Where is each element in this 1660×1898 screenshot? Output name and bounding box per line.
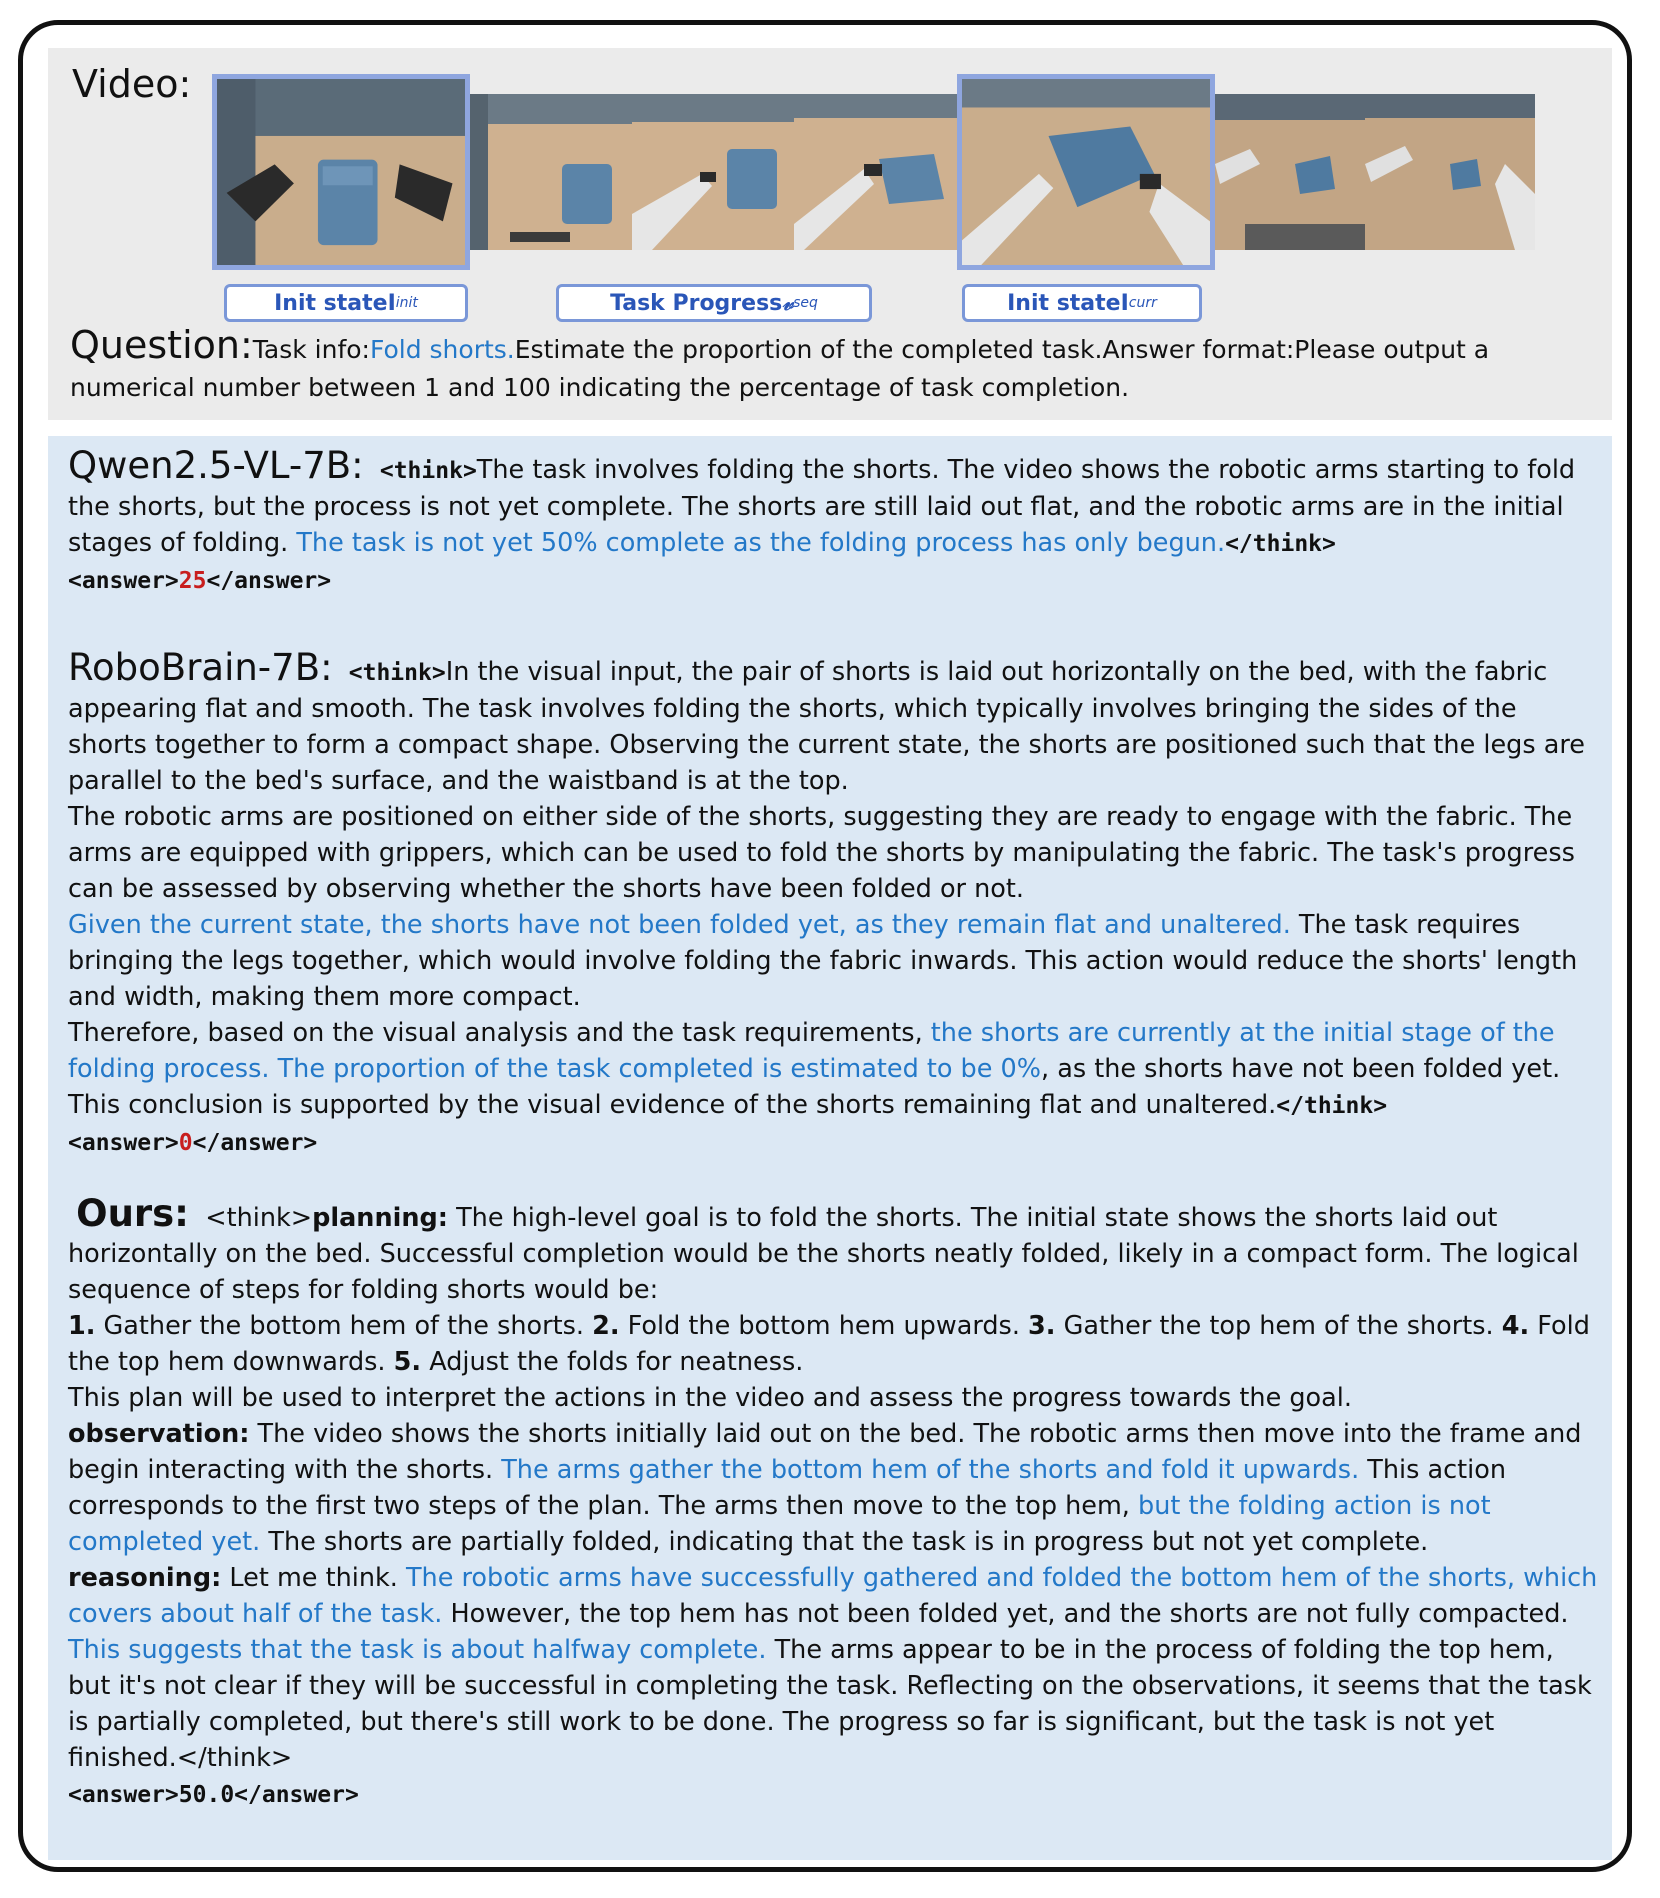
video-frame-init <box>212 74 470 270</box>
qwen-response: Qwen2.5-VL-7B: <think>The task involves folding the shorts. The video shows the robotic arms starting to fold the shorts, but the process is not yet complete. The shorts are still laid out flat, and the robotic arms are in the initial stages of folding. The task is not yet 50% complete as the folding process has only begun.</think> <answer>25</answer> <box>68 444 1576 594</box>
plan-steps: 1. Gather the bottom hem of the shorts. 2. Fold the bottom hem upwards. 3. Gather the top hem of the shorts. 4. Fold the top hem downwards. 5. Adjust the folds for neatness. <box>68 1311 1590 1377</box>
ours-answer: 50.0 <box>178 1782 235 1808</box>
question-heading: Question: <box>70 323 253 367</box>
qwen-answer: 25 <box>178 568 207 594</box>
qwen-model-name: Qwen2.5-VL-7B: <box>68 444 364 487</box>
init-state-label: Init state I init <box>224 284 468 322</box>
video-frame-curr <box>957 74 1215 270</box>
video-frame-3 <box>632 94 794 250</box>
video-frame-7 <box>1365 94 1535 250</box>
robobrain-response: RoboBrain-7B: <think>In the visual input, the pair of shorts is laid out horizontally on the bed, with the fabric appearing flat and smooth. The task involves folding the shorts, which typically involves bringing the sides of the shorts together to form a compact shape. Observing the current state, the shorts are positioned such that the legs are parallel to the bed's surface, and the waistband is at the top. The robotic arms are positioned on either side of the shorts, suggesting they are ready to engage with the fabric. The arms are equipped with grippers, which can be used to fold the shorts by manipulating the fabric. The task's progress can be assessed by observing whether the shorts have been folded or not. Given the current state, the shorts have not been folded yet, as they remain flat and unaltered. The task requires bringing the legs together, which would involve folding the fabric inwards. This action would reduce the shorts' length and width, making them more compact. Therefore, based on the visual analysis and the task requirements, the shorts are currently at the initial stage of the folding process. The proportion of the task completed is estimated to be 0%, as the shorts have not been folded yet. This conclusion is supported by the visual evidence of the shorts remaining flat and unaltered.</think> <answer>0</answer> <box>68 646 1585 1156</box>
video-frame-2 <box>470 94 632 250</box>
video-frame-6 <box>1215 94 1365 250</box>
ours-model-name: Ours: <box>76 1192 189 1235</box>
robobrain-model-name: RoboBrain-7B: <box>68 646 333 689</box>
robobrain-answer: 0 <box>178 1130 193 1156</box>
task-progress-label: Task Progress 𝓋 seq <box>556 284 872 322</box>
curr-state-label: Init state I curr <box>962 284 1202 322</box>
question-text: Question:Task info:Fold shorts.Estimate the proportion of the completed task.Answer format:Please output a numerical number between 1 and 100 indicating the percentage of task completion. <box>70 323 1490 402</box>
ours-response: Ours: <think>planning: The high-level goal is to fold the shorts. The initial state shows the shorts laid out horizontally on the bed. Successful completion would be the shorts neatly folded, likely in a compact form. The logical sequence of steps for folding shorts would be: 1. Gather the bottom hem of the shorts. 2. Fold the bottom hem upwards. 3. Gather the top hem of the shorts. 4. Fold the top hem downwards. 5. Adjust the folds for neatness. This plan will be used to interpret the actions in the video and assess the progress towards the goal. observation: The video shows the shorts initially laid out on the bed. The robotic arms then move into the frame and begin interacting with the shorts. The arms gather the bottom hem of the shorts and fold it upwards. This action corresponds to the first two steps of the plan. The arms then move to the top hem, but the folding action is not completed yet. The shorts are partially folded, indicating that the task is in progress but not yet complete. reasoning: Let me think. The robotic arms have successfully gathered and folded the bottom hem of the shorts, which covers about half of the task. However, the top hem has not been folded yet, and the shorts are not fully compacted. This suggests that the task is about halfway complete. The arms appear to be in the process of folding the top hem, but it's not clear if they will be successful in completing the task. Reflecting on the observations, it seems that the task is partially completed, but there's still work to be done. The progress so far is significant, but the task is not yet finished.</think> <answer>50.0</answer> <box>68 1192 1598 1808</box>
video-label: Video: <box>72 62 192 106</box>
task-info: Fold shorts. <box>369 335 515 364</box>
video-frame-4 <box>794 94 957 250</box>
